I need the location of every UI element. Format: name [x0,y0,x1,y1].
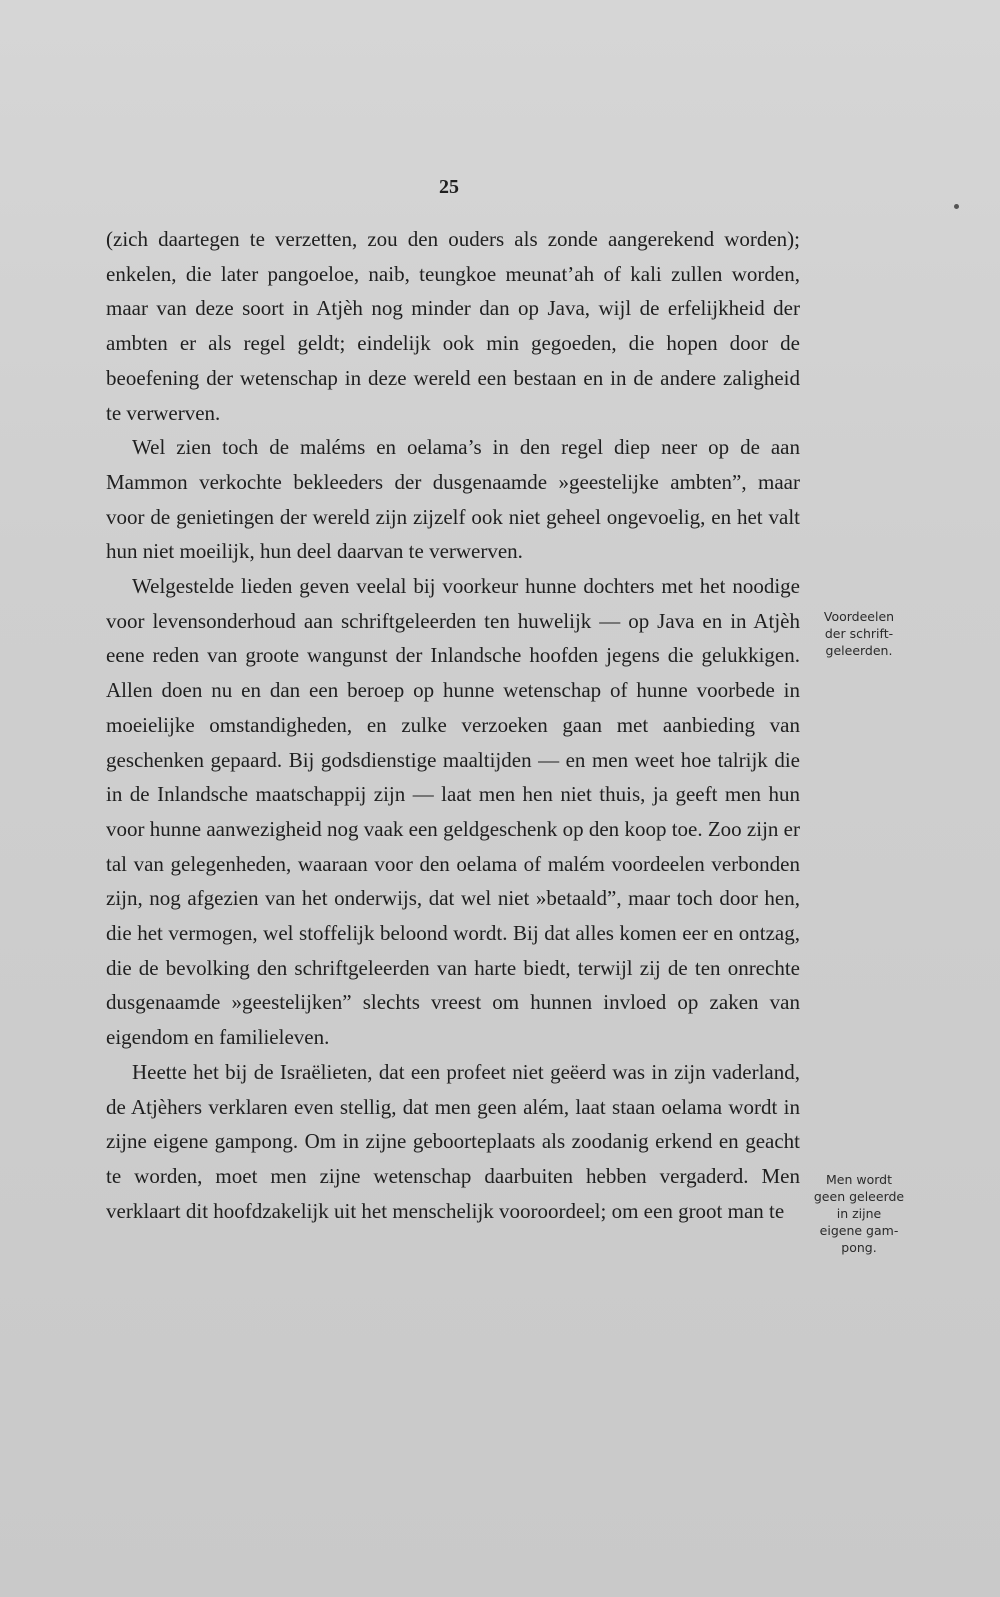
margin-note-not-scholar [804,1171,914,1256]
margin-note-advantages [804,608,914,659]
paragraph: Wel zien toch de maléms en oelama’s in den regel diep neer op de aan Mammon verkochte bekleeders der dusgenaamde »geestelijke ambten”, maar voor de genietingen der wereld zijn zijzelf ook niet geheel ongevoelig, en het valt hun niet moeilijk, hun deel daarvan te verwerven. [106,435,800,564]
margin-note-line: in zijne [836,1206,882,1221]
margin-note-line: Men wordt [826,1172,892,1187]
ink-spot [954,204,959,209]
margin-note-line: der schrift- [824,626,894,641]
page-number: 25 [439,176,459,198]
margin-note-line: eigene gam- [819,1223,899,1238]
margin-note-line: geleerden. [825,643,893,658]
margin-note-line: Voordeelen [823,609,895,624]
margin-note-line: pong. [841,1240,877,1255]
paragraph: (zich daartegen te verzetten, zou den ouders als zonde aangerekend worden); enkelen, die later pangoeloe, naib, teungkoe meunat’ah of kali zullen worden, maar van deze soort in Atjèh nog minder dan op Java, wijl de erfelijkheid der ambten er als regel geldt; eindelijk ook min gegoeden, die hopen door de beoefening der wetenschap in deze wereld een bestaan en in de andere zaligheid te verwerven. [106,227,800,425]
body-text [106,222,800,1228]
paragraph: Heette het bij de Israëlieten, dat een profeet niet geëerd was in zijn vaderland, de Atjèhers verklaren even stellig, dat men geen além, laat staan oelama wordt in zijne eigene gampong. Om in zijne geboorteplaats als zoodanig erkend en geacht te worden, moet men zijne wetenschap daarbuiten hebben vergaderd. Men verklaart dit hoofdzakelijk uit het menschelijk vooroordeel; om een groot man te [106,1059,800,1223]
margin-note-line: geen geleerde [813,1189,905,1204]
paragraph: Welgestelde lieden geven veelal bij voorkeur hunne dochters met het noodige voor levensonderhoud aan schriftgeleerden ten huwelijk — op Java en in Atjèh eene reden van groote wangunst der Inlandsche hoofden jegens die gelukkigen. Allen doen nu en dan een beroep op hunne wetenschap of hunne voorbede in moeielijke omstandigheden, en zulke verzoeken gaan met aanbieding van geschenken gepaard. Bij godsdienstige maaltijden — en men weet hoe talrijk die in de Inlandsche maatschappij zijn — laat men hen niet thuis, ja geeft men hun voor hunne aanwezigheid nog vaak een geldgeschenk op den koop toe. Zoo zijn er tal van gelegenheden, waaraan voor den oelama of malém voordeelen verbonden zijn, nog afgezien van het onderwijs, dat wel niet »betaald”, maar toch door hen, die het vermogen, wel stoffelijk beloond wordt. Bij dat alles komen eer en ontzag, die de bevolking den schriftgeleerden van harte biedt, terwijl zij de ten onrechte dusgenaamde »geestelijken” slechts vreest om hunnen invloed op zaken van eigendom en familieleven. [106,574,800,1050]
